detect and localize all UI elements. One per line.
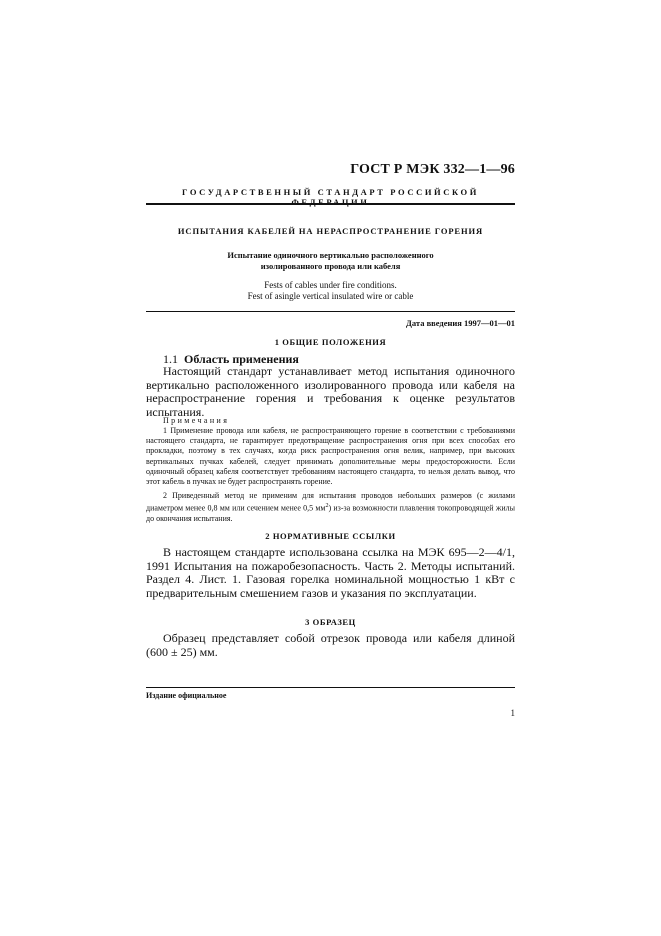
page-number: 1 [510,708,515,718]
sample-paragraph: Образец представляет собой отрезок провода или кабеля длиной (600 ± 25) мм. [146,631,515,659]
subclause-number: 1.1 [163,352,178,366]
edition-label: Издание официальное [146,691,227,700]
note-1: 1 Применение провода или кабеля, не распространяющего горение в соответствии с требованиями настоящего стандарта, не гарантирует предотвращение распространения огня при всех способах его прокладки, поэтому в тех случаях, когда риск распространения огня велик, например, при высоких вертикальных пучках кабелей, следует принимать дополнительные меры предосторожности. Если одиночный образец кабеля соответствует требованиям настоящего стандарта, то нельзя делать вывод, что этот кабель в пучках не будет распространять горение. [146,426,515,487]
english-title-line: Fests of cables under fire conditions. [264,280,397,290]
title-divider [146,311,515,312]
state-standard-banner: ГОСУДАРСТВЕННЫЙ СТАНДАРТ РОССИЙСКОЙ ФЕДЕРАЦИИ [182,187,479,207]
note-2 [146,491,515,524]
footer-divider [146,687,515,688]
scope-paragraph: Настоящий стандарт устанавливает метод испытания одиночного вертикально расположенного изолированного провода или кабеля на нераспространение горения и требования к оценке результатов испытания. [146,364,515,419]
notes-label: Примечания [163,416,230,425]
english-title [146,280,515,302]
english-title-line: Fest of asingle vertical insulated wire or cable [247,291,414,301]
header-divider [146,203,515,205]
introduction-date: Дата введения 1997—01—01 [406,318,515,328]
note-2-text-end: ) из-за возможности плавления токопроводящей жилы до окончания испытания. [146,503,515,524]
section-heading-general: 1 ОБЩИЕ ПОЛОЖЕНИЯ [274,337,387,347]
subclause-title: Область применения [184,352,299,366]
note-2-text: 2 Приведенный метод не применим для испытания проводов небольших размеров (с жилами диаметром менее 0,8 мм или сечением менее 0,5 мм [146,491,515,513]
document-subtitle [146,250,515,272]
normative-references-paragraph: В настоящем стандарте использована ссылка на МЭК 695—2—4/1, 1991 Испытания на пожаробезопасность. Часть 2. Методы испытаний. Раздел 4. Лист. 1. Газовая горелка номинальной мощностью 1 кВт с предварительным смешением газов и указания по эксплуатации. [146,545,515,600]
document-title: ИСПЫТАНИЯ КАБЕЛЕЙ НА НЕРАСПРОСТРАНЕНИЕ ГОРЕНИЯ [177,226,484,236]
section-heading-normative-references: 2 НОРМАТИВНЫЕ ССЫЛКИ [265,531,396,541]
document-code: ГОСТ Р МЭК 332—1—96 [350,162,515,177]
note-2-superscript: 2 [325,503,329,510]
section-heading-sample: 3 ОБРАЗЕЦ [305,617,356,627]
subtitle-line: изолированного провода или кабеля [260,261,401,271]
subtitle-line: Испытание одиночного вертикально расположенного [227,250,434,260]
